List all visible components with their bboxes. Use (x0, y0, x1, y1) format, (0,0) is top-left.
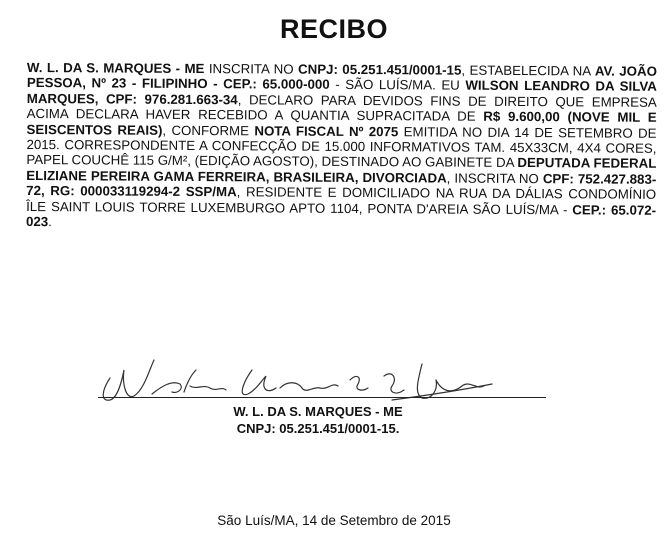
body-bold-segment: WILSON LEANDRO DA SILVA MARQUES, CPF: 976.281.663-34 (26, 78, 657, 108)
place-and-date: São Luís/MA, 14 de Setembro de 2015 (217, 513, 451, 528)
body-bold-segment: CPF: 752.427.883-72, RG: 000033119294-2 SSP/MA (26, 170, 657, 200)
body-bold-segment: AV. JOÃO PESSOA, Nº 23 - FILIPINHO - CEP.: 65.000-000 (26, 63, 658, 93)
body-bold-segment: W. L. DA S. MARQUES - ME (26, 60, 205, 77)
body-text-segment: , INSCRITA NO (446, 170, 543, 186)
body-text-segment: - SÃO LUÍS/MA. EU (329, 77, 466, 94)
signatory-cnpj: CNPJ: 05.251.451/0001-15. (236, 421, 400, 436)
body-bold-segment: CEP.: 65.072-023 (25, 201, 657, 230)
body-bold-segment: NOTA FISCAL Nº 2075 (254, 123, 399, 139)
body-text-segment: EMITIDA NO DIA 14 DE SETEMBRO DE 2015. CORRESPONDENTE A CONFECÇÃO DE 15.000 INFORMATIVOS TAM. 45X33CM, 4X4 CORES, PAPEL COUCHÊ 115 G/M², (EDIÇÃO AGOSTO), DESTINADO AO GABINETE DA (26, 123, 657, 171)
receipt-body-text (26, 60, 657, 233)
signature-line (98, 397, 546, 398)
signatory-name: W. L. DA S. MARQUES - ME (233, 404, 403, 419)
document-title: RECIBO (279, 14, 388, 44)
body-text-segment: , ESTABELECIDA NA (461, 62, 595, 79)
body-text-segment: , RESIDENTE E DOMICILIADO NA RUA DA DÁLIAS CONDOMÍNIO ÎLE SAINT LOUIS TORRE LUXEMBURGO APTO 1104, PONTA D'AREIA SÃO LUÍS/MA - (26, 184, 657, 217)
body-bold-segment: R$ 9.600,00 (NOVE MIL E SEISCENTOS REAIS) (26, 109, 657, 138)
body-text-segment: , CONFORME (162, 122, 255, 139)
body-bold-segment: DEPUTADA FEDERAL ELIZIANE PEREIRA GAMA FERREIRA, BRASILEIRA, DIVORCIADA (26, 155, 657, 186)
body-text-segment: . (48, 214, 52, 230)
body-text-segment: INSCRITA NO (204, 61, 299, 77)
body-text-segment: , DECLARO PARA DEVIDOS FINS DE DIREITO QUE EMPRESA ACIMA DECLARA HAVER RECEBIDO A QUANTIA SUPRACITADA DE (26, 92, 657, 125)
body-bold-segment: CNPJ: 05.251.451/0001-15 (297, 61, 462, 78)
handwritten-signature (92, 350, 512, 410)
